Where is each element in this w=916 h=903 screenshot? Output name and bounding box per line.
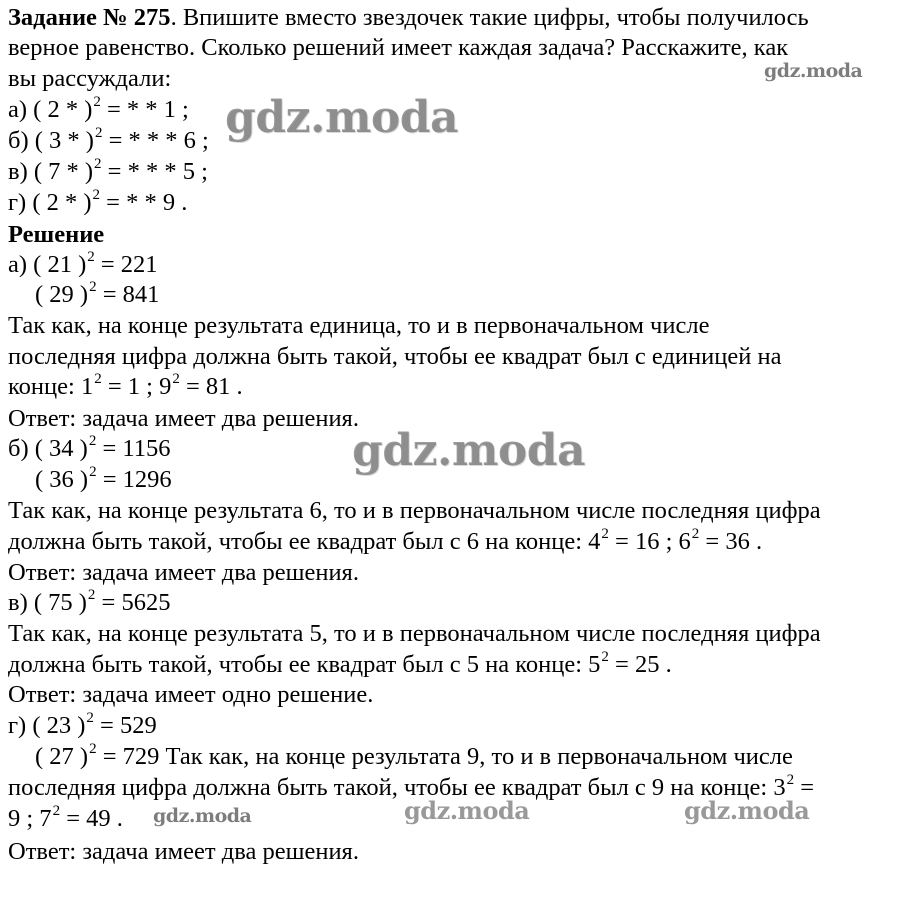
task-label: Задание № 275 [8,4,171,31]
solution-d-expl3-pre: 9 ; 7 [8,805,52,832]
task-line-2: верное равенство. Сколько решений имеет каждая задача? Расскажите, как [8,34,789,61]
watermark-bottom-right: gdz.moda [684,796,810,825]
solution-b-eq1-exponent: 2 [88,433,97,449]
document-page [8,0,913,903]
solution-b-eq2-result: = 1296 [96,466,172,493]
problem-b-exponent: 2 [94,125,103,141]
solution-d-expl2-exp: 2 [786,772,795,788]
solution-c-answer: Ответ: задача имеет одно решение. [8,681,374,708]
solution-a-eq2 [35,280,159,313]
solution-a-eq1-result: = 221 [94,251,158,278]
problem-c-base: в) ( 7 * ) [8,158,94,185]
solution-d-expl2-post: = [794,774,815,801]
solution-a-explanation-2: последняя цифра должна быть такой, чтобы ее квадрат был с единицей на [8,343,782,370]
solution-b-explanation-2 [8,527,762,560]
problem-a [8,95,189,128]
solution-c-eq1-result: = 5625 [95,589,171,616]
problem-d-result: = * * 9 . [100,189,188,216]
problem-c-exponent: 2 [94,156,102,172]
problem-b-result: = * * * 6 ; [102,127,209,154]
solution-c-explanation-2 [8,650,672,683]
solution-a-answer: Ответ: задача имеет два решения. [8,405,359,432]
solution-b-eq2-base: ( 36 ) [35,466,89,493]
watermark-bottom-center: gdz.moda [404,796,530,825]
solution-b-expl2-mid: = 16 ; 6 [608,528,691,555]
solution-b-eq1-base: б) ( 34 ) [8,435,88,462]
task-text-1: . Впишите вместо звездочек такие цифры, чтобы получилось [170,4,809,31]
solution-c-expl2-pre: должна быть такой, чтобы ее квадрат был с 5 на конце: 5 [8,651,601,678]
solution-d-eq2-base: ( 27 ) [35,743,89,770]
solution-b-expl2-exp2: 2 [691,526,700,542]
solution-b-expl2-pre: должна быть такой, чтобы ее квадрат был с 6 на конце: 4 [8,528,601,555]
solution-d-eq2-result: = 729 Так как, на конце результата 9, то и в первоначальном числе [96,743,793,770]
solution-d-eq1-result: = 529 [93,712,157,739]
solution-d-eq1 [8,711,157,744]
problem-a-result: = * * 1 ; [100,96,189,123]
solution-c-expl2-exp: 2 [601,649,609,665]
solution-b-eq2-exponent: 2 [89,464,97,480]
watermark-large-middle: gdz.moda [352,425,586,476]
solution-a-expl3-exp1: 2 [94,371,102,387]
solution-d-eq1-base: г) ( 23 ) [8,712,86,739]
solution-d-expl2-pre: последняя цифра должна быть такой, чтобы ее квадрат был с 9 на конце: 3 [8,774,786,801]
solution-d-eq2 [35,742,793,775]
solution-a-explanation-3 [8,372,243,405]
solution-a-eq2-result: = 841 [96,281,160,308]
solution-d-expl3-exp: 2 [52,803,61,819]
solution-d-eq1-exponent: 2 [86,710,94,726]
solution-c-eq1-exponent: 2 [87,587,96,603]
problem-c [8,157,208,190]
solution-a-eq1-exponent: 2 [87,249,95,265]
solution-a-expl3-mid: = 1 ; 9 [101,373,172,400]
problem-d-exponent: 2 [92,187,101,203]
problem-d [8,188,187,221]
solution-a-eq2-base: ( 29 ) [35,281,89,308]
solution-b-eq1 [8,434,171,467]
solution-a-eq1 [8,250,158,283]
watermark-top-right: gdz.moda [764,60,863,82]
solution-c-explanation-1: Так как, на конце результата 5, то и в первоначальном числе последняя цифра [8,620,821,647]
solution-heading: Решение [8,221,105,248]
problem-b [8,126,209,159]
solution-b-eq2 [35,465,172,498]
solution-d-answer: Ответ: задача имеет два решения. [8,838,359,865]
problem-a-exponent: 2 [93,94,101,110]
solution-a-eq1-base: а) ( 21 ) [8,251,87,278]
watermark-large-top: gdz.moda [225,92,459,143]
solution-a-expl3-post: = 81 . [179,373,243,400]
problem-c-result: = * * * 5 ; [101,158,208,185]
solution-a-expl3-exp2: 2 [172,371,180,387]
solution-c-eq1 [8,588,171,621]
solution-b-expl2-post: = 36 . [699,528,763,555]
solution-d-explanation-3 [8,804,123,837]
solution-d-eq2-exponent: 2 [89,741,97,757]
solution-b-answer: Ответ: задача имеет два решения. [8,559,359,586]
solution-a-eq2-exponent: 2 [89,279,97,295]
problem-b-base: б) ( 3 * ) [8,127,94,154]
problem-d-base: г) ( 2 * ) [8,189,92,216]
solution-c-expl2-post: = 25 . [608,651,672,678]
solution-c-eq1-base: в) ( 75 ) [8,589,87,616]
solution-a-explanation-1: Так как, на конце результата единица, то и в первоначальном числе [8,312,710,339]
solution-d-expl3-post: = 49 . [60,805,123,832]
solution-a-expl3-pre: конце: 1 [8,373,94,400]
watermark-bottom-left: gdz.moda [153,805,252,827]
solution-b-eq1-result: = 1156 [96,435,171,462]
solution-b-explanation-1: Так как, на конце результата 6, то и в первоначальном числе последняя цифра [8,497,821,524]
task-line-3: вы рассуждали: [8,65,172,92]
task-line-1 [8,3,809,33]
solution-b-expl2-exp1: 2 [601,526,609,542]
problem-a-base: а) ( 2 * ) [8,96,93,123]
